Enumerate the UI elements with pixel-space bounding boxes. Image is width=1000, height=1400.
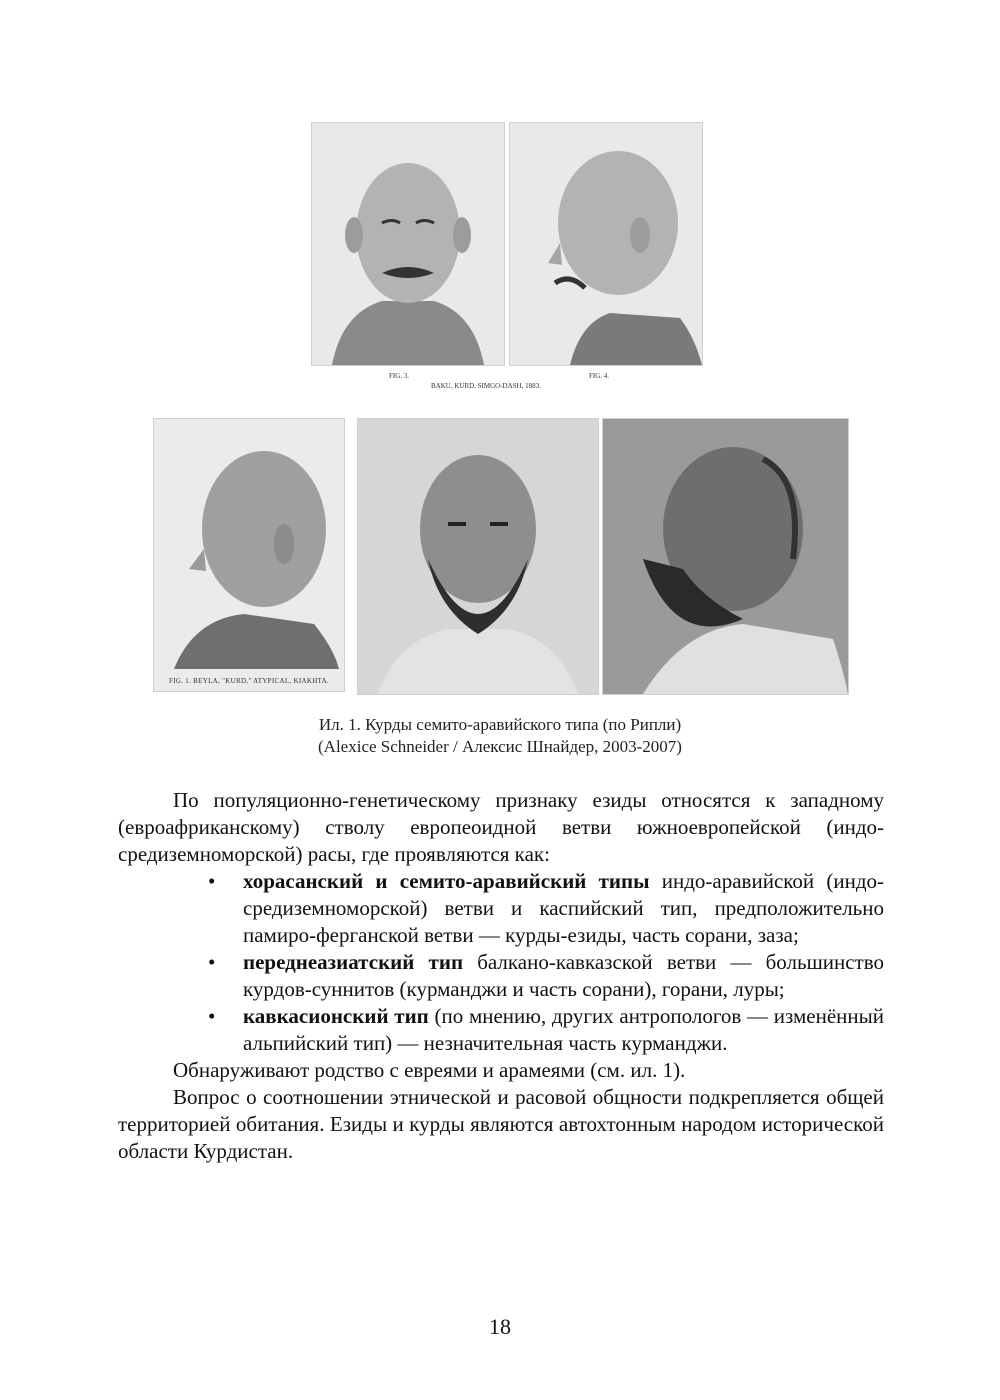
page-number: 18	[489, 1314, 511, 1339]
top-photos-caption	[311, 368, 701, 396]
list-item-bold: кавкасионский тип	[243, 1004, 429, 1028]
list-item	[208, 949, 884, 1003]
portrait-young-profile-image	[154, 419, 344, 691]
list-item-bold: хорасанский и семито-аравийский типы	[243, 869, 650, 893]
portrait-bearded-front-image	[358, 419, 598, 694]
photo-bearded-profile	[602, 418, 849, 695]
list-item-text: балкано-кавказской ветви — большинство курдов-суннитов (курманджи и часть сорани), горани, луры;	[243, 950, 884, 1001]
bullet-list	[118, 868, 884, 1057]
portrait-front-image	[312, 123, 504, 365]
list-item-bold: переднеазиатский тип	[243, 950, 464, 974]
photo-front-portrait	[311, 122, 505, 366]
bullet-icon: •	[208, 950, 216, 974]
figure-caption-line2: (Alexice Schneider / Алексис Шнайдер, 2003-2007)	[318, 737, 682, 756]
list-item-text: индо-аравийской (индо-средиземноморской) ветви и каспийский тип, предположительно памиро-ферганской ветви — курды-езиды, часть сорани, заза;	[243, 869, 885, 947]
list-item	[208, 1003, 884, 1057]
top-photos-place-label: BAKU, KURD, SIMGO-DASH, 1883.	[431, 382, 541, 390]
portrait-profile-image	[510, 123, 702, 365]
list-item-text: (по мнению, других антропологов — изменённый альпийский тип) — незначительная часть курманджи.	[243, 1004, 884, 1055]
fig3-label: FIG. 3.	[389, 372, 410, 380]
portrait-bearded-profile-image	[603, 419, 848, 694]
figure-caption-line1: Ил. 1. Курды семито-аравийского типа (по Рипли)	[318, 715, 682, 734]
photo-profile-portrait	[509, 122, 703, 366]
bullet-icon: •	[208, 1004, 216, 1028]
figure-caption	[0, 714, 1000, 758]
paragraph-intro: По популяционно-генетическому признаку езиды относятся к западному (евроафриканскому) стволу европеоидной ветви южноевропейской (индо-средиземноморской) расы, где проявляются как:	[118, 788, 884, 866]
fig1-label: FIG. 1. BEYLA, "KURD," ATYPICAL, KIAKHTA.	[169, 677, 329, 685]
bullet-icon: •	[208, 869, 216, 893]
photo-bearded-front	[357, 418, 599, 695]
photo-young-profile	[153, 418, 345, 692]
body-text	[118, 787, 884, 1165]
paragraph-territory: Вопрос о соотношении этнической и расовой общности подкрепляется общей территорией обитания. Езиды и курды являются автохтонным народом исторической области Курдистан.	[118, 1085, 884, 1163]
paragraph-kinship: Обнаруживают родство с евреями и арамеями (см. ил. 1).	[173, 1058, 686, 1082]
list-item	[208, 868, 885, 949]
fig4-label: FIG. 4.	[589, 372, 610, 380]
